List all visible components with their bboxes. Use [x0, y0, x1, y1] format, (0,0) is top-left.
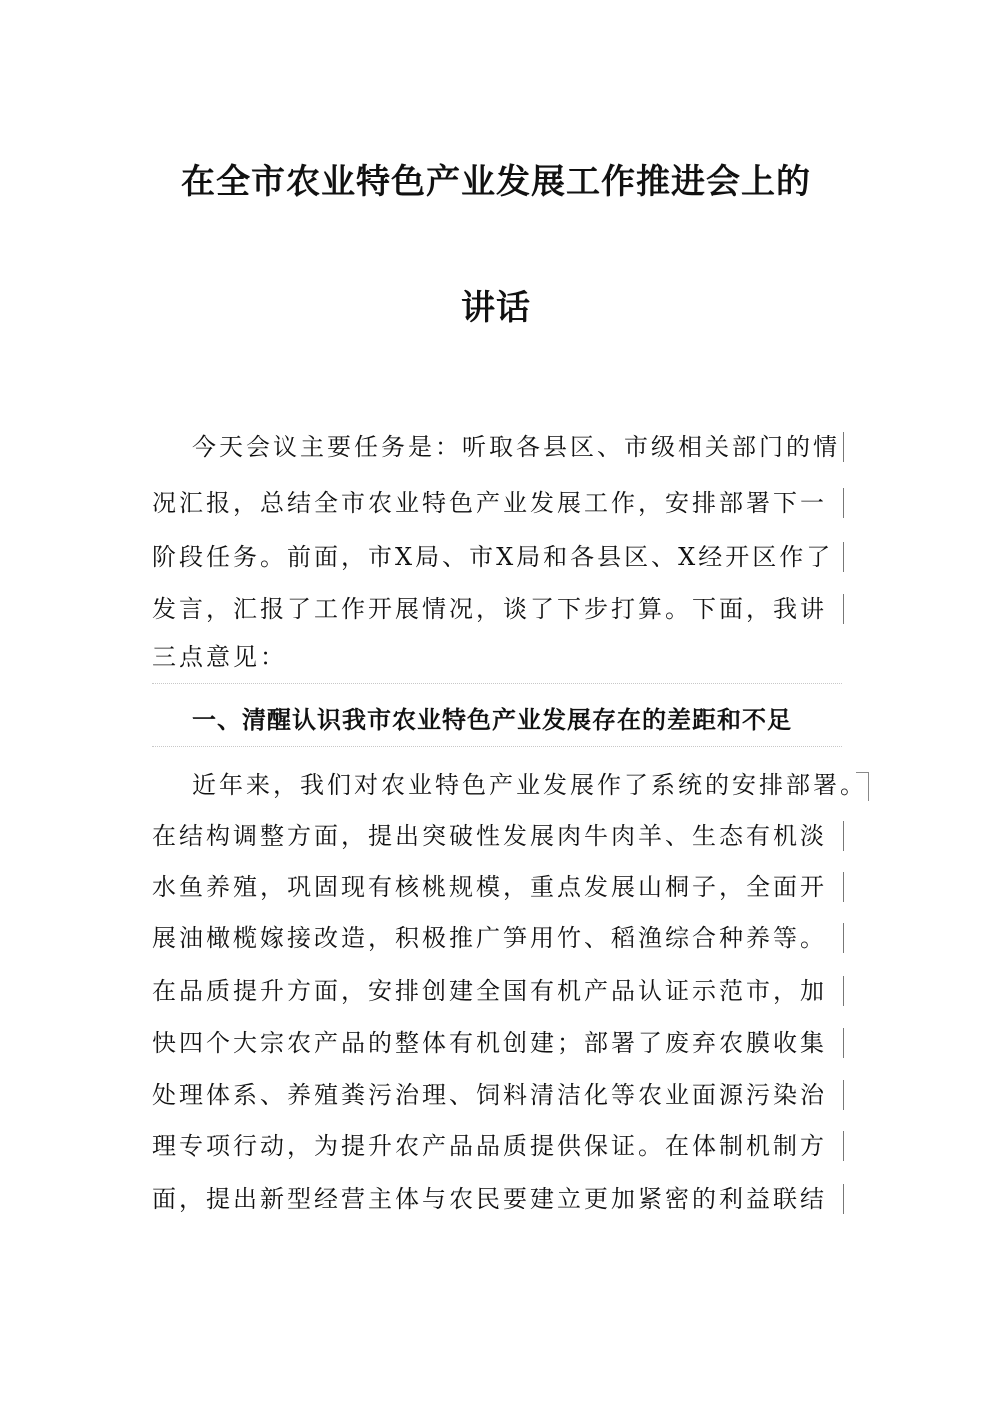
- section-divider-top: [152, 683, 842, 684]
- paragraph-line: 发言，汇报了工作开展情况，谈了下步打算。下面，我讲: [152, 595, 827, 623]
- paragraph-line: 况汇报，总结全市农业特色产业发展工作，安排部署下一: [152, 489, 827, 517]
- document-title-line-2: 讲话: [461, 288, 531, 328]
- paragraph-line: 理专项行动，为提升农产品品质提供保证。在体制机制方: [152, 1132, 827, 1160]
- paragraph-line: 阶段任务。前面，市X局、市X局和各县区、X经开区作了: [152, 543, 834, 571]
- section-divider-bottom: [152, 746, 842, 747]
- line-end-marker: [843, 432, 844, 462]
- line-end-marker: [843, 1184, 844, 1214]
- section-heading: 一、清醒认识我市农业特色产业发展存在的差距和不足: [192, 705, 792, 734]
- line-end-marker: [843, 542, 844, 572]
- line-end-marker: [843, 594, 844, 624]
- paragraph-line: 展油橄榄嫁接改造，积极推广笋用竹、稻渔综合种养等。: [152, 924, 827, 952]
- line-end-marker: [843, 1131, 844, 1161]
- line-end-marker: [843, 821, 844, 851]
- paragraph-line: 面，提出新型经营主体与农民要建立更加紧密的利益联结: [152, 1185, 827, 1213]
- paragraph-line: 三点意见：: [152, 643, 287, 671]
- line-end-marker: [843, 1080, 844, 1110]
- paragraph-line: 今天会议主要任务是：听取各县区、市级相关部门的情: [192, 433, 840, 461]
- paragraph-line: 水鱼养殖，巩固现有核桃规模，重点发展山桐子，全面开: [152, 873, 827, 901]
- line-end-marker: [843, 488, 844, 518]
- line-end-corner-marker: [856, 772, 869, 801]
- line-end-marker: [843, 1028, 844, 1058]
- paragraph-line: 快四个大宗农产品的整体有机创建；部署了废弃农膜收集: [152, 1029, 827, 1057]
- line-end-marker: [843, 923, 844, 953]
- line-end-marker: [843, 872, 844, 902]
- line-end-marker: [843, 976, 844, 1006]
- paragraph-line: 近年来，我们对农业特色产业发展作了系统的安排部署。: [192, 771, 867, 799]
- paragraph-line: 在品质提升方面，安排创建全国有机产品认证示范市，加: [152, 977, 827, 1005]
- document-title-line-1: 在全市农业特色产业发展工作推进会上的: [181, 162, 811, 202]
- paragraph-line: 处理体系、养殖粪污治理、饲料清洁化等农业面源污染治: [152, 1081, 827, 1109]
- paragraph-line: 在结构调整方面，提出突破性发展肉牛肉羊、生态有机淡: [152, 822, 827, 850]
